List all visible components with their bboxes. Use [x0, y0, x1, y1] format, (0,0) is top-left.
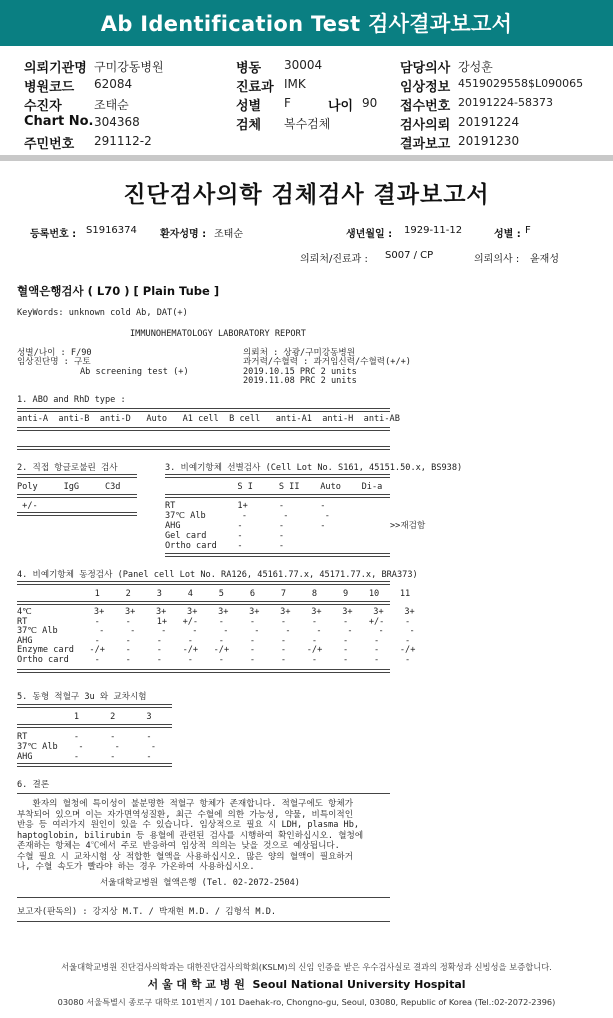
institution-label: 의뢰기관명 [24, 61, 87, 76]
panel-header: 1 2 3 4 5 6 7 8 9 10 11 [17, 589, 411, 599]
screen-row: 37℃ Alb - - - [165, 511, 330, 521]
screen-row: Ortho card - - [165, 541, 284, 551]
screen-row: AHG - - - [165, 521, 326, 531]
request-info [0, 52, 613, 152]
sex-value: F [284, 96, 291, 110]
chart-label: Chart No. [24, 114, 94, 129]
screen-row: RT 1+ - - [165, 501, 326, 511]
reg-label: 등록번호 : [30, 229, 77, 240]
reg-value: S1916374 [86, 225, 137, 236]
test-title: 혈액은행검사 ( L70 ) [ Plain Tube ] [17, 284, 220, 298]
dat-title: 2. 직접 항글로불린 검사 [17, 463, 118, 473]
conclusion-line: haptoglobin, bilirubin 등 용혈에 관련된 검사를 시행하여 확인하십시오. 혈청에 [17, 830, 364, 841]
req-doctor-value: 윤재성 [530, 254, 559, 265]
diagnosis: 임상진단명 : 구토 [17, 357, 91, 367]
dept-label: 진료과 [236, 80, 274, 95]
receipt-value: 20191224-58373 [458, 96, 553, 109]
crossmatch-row: RT - - - [17, 732, 152, 742]
crossmatch-title: 5. 동형 적혈구 3u 와 교차시험 [17, 692, 147, 702]
clinical-value: 4519029558$L090065 [458, 77, 584, 90]
sex-value-2: F [525, 225, 531, 236]
screen-title: 3. 비예기항체 선별검사 (Cell Lot No. S161, 45151.50.x, BS938) [165, 463, 463, 473]
referral: 의뢰처 : 상광/구미강동병원 [243, 348, 356, 358]
name-label: 환자성명 : [160, 229, 207, 240]
certification: 서울대학교병원 진단검사의학과는 대한진단검사의학회(KSLM)의 신임 인증을 받은 우수검사실로 결과의 정확성과 신빙성을 보증합니다. [61, 962, 552, 972]
report-date-label: 결과보고 [400, 137, 451, 152]
crossmatch-row: AHG - - - [17, 752, 152, 762]
request-date-value: 20191224 [458, 115, 520, 129]
conclusion-line: 나, 수혈 속도가 빨라야 하는 경우 가온하여 사용하십시오. [17, 862, 255, 872]
abo-header: anti-A anti-B anti-D Auto A1 cell B cell anti-A1 anti-H anti-AB [17, 414, 400, 424]
reporter: 보고자(판독의) : 강지상 M.T. / 박재현 M.D. / 김형석 M.D. [17, 907, 277, 917]
dat-header: Poly IgG C3d [17, 482, 121, 492]
panel-row: 37℃ Alb - - - - - - - - - - - [17, 626, 415, 636]
crossmatch-row: 37℃ Alb - - - [17, 742, 156, 752]
doctor-value: 강성훈 [458, 60, 493, 74]
report-header [0, 0, 613, 46]
conclusion-line: 부착되어 있으며 이는 자가면역성질환, 최근 수혈에 의한 가능성, 약물, 비특이적인 [17, 809, 354, 820]
report-date-value: 20191230 [458, 134, 520, 148]
ssn-value: 291112-2 [94, 134, 152, 148]
dat-value: +/- [17, 501, 38, 511]
conclusion-line: 환자의 혈청에 특이성이 불분명한 적혈구 항체가 존재합니다. 적혈구에도 항체가 [17, 799, 354, 809]
doctor-label: 담당의사 [400, 61, 451, 76]
header-title: Ab Identification Test 검사결과보고서 [100, 12, 513, 36]
keywords: KeyWords: unknown cold Ab, DAT(+) [17, 308, 188, 318]
sex-label-2: 성별 : [494, 229, 521, 240]
sex-age: 성별/나이 : F/90 [17, 348, 92, 358]
lab-report-title: IMMUNOHEMATOLOGY LABORATORY REPORT [130, 329, 306, 339]
conclusion-line: 수혈 필요 시 교차시험 상 적합한 혈액을 사용하십시오. 많은 양의 혈액이 필요하거 [17, 851, 354, 862]
ssn-label: 주민번호 [24, 137, 75, 152]
report-title: 진단검사의학 검체검사 결과보고서 [123, 182, 490, 208]
scanned-report [0, 161, 613, 1018]
request-date-label: 검사의뢰 [400, 118, 451, 133]
req-doctor-label: 의뢰의사 : [474, 254, 520, 265]
panel-row: Enzyme card -/+ - - -/+ -/+ - - -/+ - - -/+ [17, 645, 416, 655]
hospital-code-value: 62084 [94, 77, 133, 91]
crossmatch-header: 1 2 3 [17, 712, 152, 722]
history: 과거력/수혈력 : 과거임신력/수혈력(+/+) [243, 357, 411, 367]
dob-value: 1929-11-12 [404, 225, 463, 236]
name-value: 조태순 [214, 229, 243, 240]
screen-row: Gel card - - [165, 531, 284, 541]
ward-value: 30004 [284, 58, 323, 72]
retest-note: >>재검함 [390, 521, 426, 531]
panel-row: 4℃ 3+ 3+ 3+ 3+ 3+ 3+ 3+ 3+ 3+ 3+ 3+ [17, 607, 415, 617]
req-dept-value: S007 / CP [385, 250, 434, 261]
dob-label: 생년월일 : [346, 229, 393, 240]
conclusion-line: 반응 등 여러가지 원인이 있을 수 있습니다. 임상적으로 필요 시 LDH, plasma Hb, [17, 820, 360, 830]
abo-title: 1. ABO and RhD type : [17, 395, 126, 405]
req-dept-label: 의뢰처/진료과 : [300, 254, 368, 265]
panel-row: RT - - 1+ +/- - - - - - +/- - [17, 616, 411, 627]
age-value: 90 [362, 96, 378, 110]
clinical-label: 임상정보 [400, 80, 451, 95]
chart-value: 304368 [94, 115, 140, 129]
screen-header: S I S II Auto Di-a [165, 482, 383, 492]
conclusion-title: 6. 결론 [17, 780, 50, 790]
blood-bank: 서울대학교병원 혈액은행 (Tel. 02-2072-2504) [100, 878, 300, 888]
sex-label: 성별 [236, 99, 262, 114]
patient-label: 수진자 [24, 99, 62, 114]
hospital-code-label: 병원코드 [24, 80, 75, 95]
panel-title: 4. 비예기항체 동정검사 (Panel cell Lot No. RA126, 45161.77.x, 45171.77.x, BRA373) [17, 570, 418, 580]
ward-label: 병동 [236, 61, 262, 76]
panel-row: AHG - - - - - - - - - - - [17, 635, 411, 646]
specimen-label: 검체 [236, 118, 262, 133]
transfusion-2: 2019.11.08 PRC 2 units [243, 376, 357, 386]
conclusion-line: 존재하는 항체는 4℃에서 주로 반응하여 임상적 의의는 낮을 것으로 예상됩니다. [17, 841, 340, 851]
panel-row: Ortho card - - - - - - - - - - - [17, 654, 411, 665]
hospital-address: 03080 서울특별시 종로구 대학로 101번지 / 101 Daehak-ro, Chongno-gu, Seoul, 03080, Republic of Korea (Tel.:02-2072-2396) [57, 997, 556, 1007]
institution-value: 구미강동병원 [94, 60, 164, 74]
hospital-name: 서 울 대 학 교 병 원 Seoul National University Hospital [147, 978, 466, 991]
specimen-value: 복수검체 [284, 117, 331, 131]
transfusion-1: 2019.10.15 PRC 2 units [243, 367, 357, 377]
age-label: 나이 [328, 99, 354, 114]
screening: Ab screening test (+) [80, 367, 189, 377]
patient-value: 조태순 [94, 98, 129, 112]
receipt-label: 접수번호 [400, 99, 451, 114]
dept-value: IMK [284, 77, 306, 91]
